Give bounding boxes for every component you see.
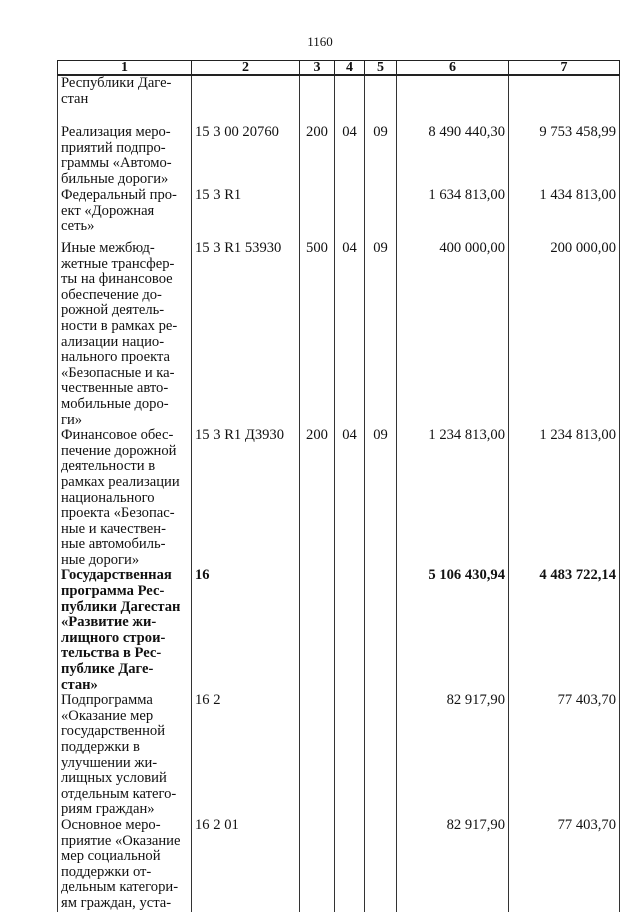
row-amount-year1-cell: 5 106 430,94 [397, 568, 509, 693]
row-code-cell: 16 2 01 [192, 818, 300, 912]
row-subsection-cell: 09 [365, 125, 397, 188]
row-code-cell: 15 3 R1 Д3930 [192, 428, 300, 568]
page-number: 1160 [307, 34, 333, 49]
column-header-2: 2 [192, 61, 300, 76]
row-amount-year2-cell: 1 434 813,00 [509, 188, 620, 241]
row-type-cell: 200 [300, 428, 335, 568]
row-amount-year2-cell: 200 000,00 [509, 241, 620, 428]
column-header-5: 5 [365, 61, 397, 76]
row-name-cell: Иные межбюд- жетные трансфер- ты на финансовое обеспечение до- рожной деятель- ности в рамках ре- ализации нацио- нального проекта «Безопасные и ка- чественные авто- мобильные доро- ги» [58, 241, 192, 428]
row-subsection-cell [365, 693, 397, 818]
row-type-cell [300, 75, 335, 125]
row-section-cell [335, 75, 365, 125]
column-header-4: 4 [335, 61, 365, 76]
column-header-7: 7 [509, 61, 620, 76]
row-subsection-cell: 09 [365, 428, 397, 568]
table-row [58, 818, 620, 912]
row-subsection-cell [365, 568, 397, 693]
row-code-cell: 15 3 00 20760 [192, 125, 300, 188]
row-amount-year2-cell: 4 483 722,14 [509, 568, 620, 693]
row-section-cell [335, 568, 365, 693]
table-row [58, 693, 620, 818]
table-row [58, 568, 620, 693]
row-amount-year1-cell: 8 490 440,30 [397, 125, 509, 188]
row-name-cell: Финансовое обес- печение дорожной деятельности в рамках реализации национального проекта «Безопас- ные и качествен- ные автомобиль- ные дороги» [58, 428, 192, 568]
row-subsection-cell [365, 75, 397, 125]
table-row [58, 75, 620, 125]
table-row [58, 241, 620, 428]
row-subsection-cell: 09 [365, 241, 397, 428]
column-header-1: 1 [58, 61, 192, 76]
column-number-header-row [58, 61, 620, 76]
row-section-cell: 04 [335, 125, 365, 188]
row-subsection-cell [365, 818, 397, 912]
table-row [58, 428, 620, 568]
budget-table [57, 60, 620, 912]
row-amount-year1-cell: 1 234 813,00 [397, 428, 509, 568]
column-header-3: 3 [300, 61, 335, 76]
row-section-cell [335, 693, 365, 818]
row-amount-year1-cell: 400 000,00 [397, 241, 509, 428]
table-body [58, 75, 620, 912]
row-code-cell: 15 3 R1 53930 [192, 241, 300, 428]
table-row [58, 125, 620, 188]
row-section-cell [335, 818, 365, 912]
row-amount-year1-cell [397, 75, 509, 125]
row-subsection-cell [365, 188, 397, 241]
row-amount-year2-cell: 9 753 458,99 [509, 125, 620, 188]
row-type-cell [300, 693, 335, 818]
row-name-cell: Федеральный про- ект «Дорожная сеть» [58, 188, 192, 241]
table-row [58, 188, 620, 241]
row-code-cell [192, 75, 300, 125]
row-amount-year1-cell: 1 634 813,00 [397, 188, 509, 241]
row-amount-year2-cell: 77 403,70 [509, 693, 620, 818]
row-code-cell: 15 3 R1 [192, 188, 300, 241]
row-name-cell: Республики Даге- стан [58, 75, 192, 125]
row-section-cell: 04 [335, 428, 365, 568]
row-type-cell [300, 818, 335, 912]
row-name-cell: Подпрограмма «Оказание мер государственной поддержки в улучшении жи- лищных условий отдельным катего- риям граждан» [58, 693, 192, 818]
column-header-6: 6 [397, 61, 509, 76]
row-section-cell: 04 [335, 241, 365, 428]
row-code-cell: 16 [192, 568, 300, 693]
row-section-cell [335, 188, 365, 241]
row-type-cell [300, 188, 335, 241]
row-amount-year1-cell: 82 917,90 [397, 818, 509, 912]
row-amount-year2-cell: 77 403,70 [509, 818, 620, 912]
row-type-cell: 200 [300, 125, 335, 188]
row-type-cell [300, 568, 335, 693]
row-code-cell: 16 2 [192, 693, 300, 818]
row-name-cell: Основное меро- приятие «Оказание мер социальной поддержки от- дельным категори- ям граждан, уста- [58, 818, 192, 912]
row-name-cell: Государственная программа Рес- публики Дагестан «Развитие жи- лищного строи- тельства в Рес- публике Даге- стан» [58, 568, 192, 693]
row-type-cell: 500 [300, 241, 335, 428]
row-amount-year1-cell: 82 917,90 [397, 693, 509, 818]
row-amount-year2-cell [509, 75, 620, 125]
row-amount-year2-cell: 1 234 813,00 [509, 428, 620, 568]
row-name-cell: Реализация меро- приятий подпро- граммы «Автомо- бильные дороги» [58, 125, 192, 188]
